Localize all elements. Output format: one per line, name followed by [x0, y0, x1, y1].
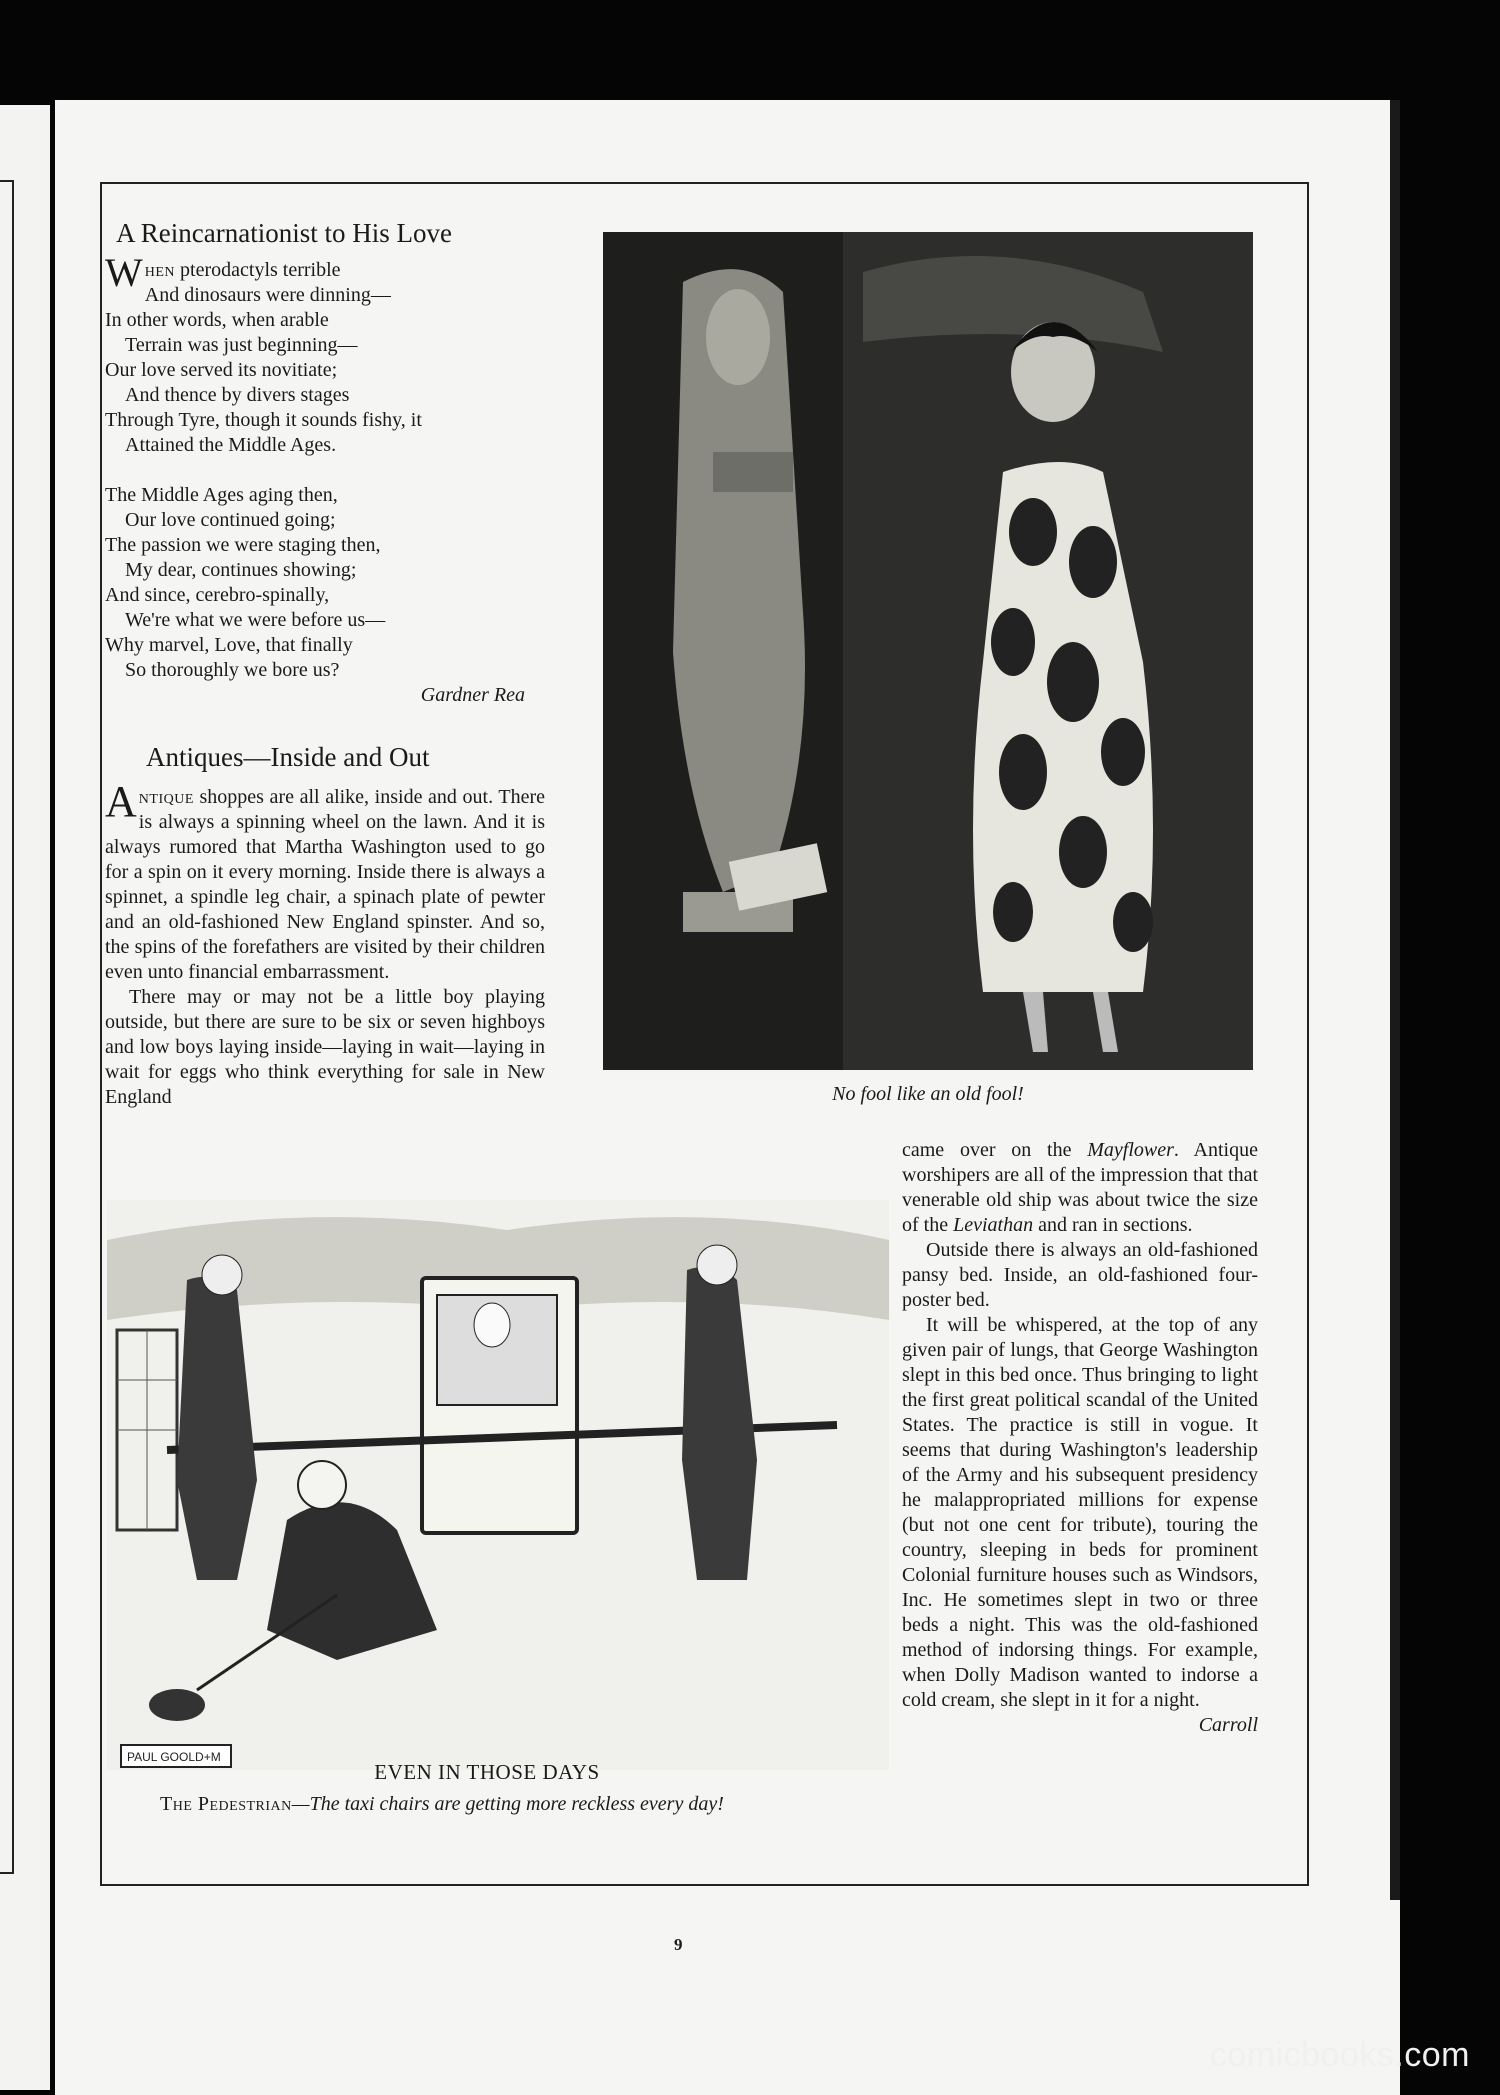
article-title: Antiques—Inside and Out [146, 742, 430, 772]
photo-mummy-and-woman [603, 232, 1253, 1070]
poem-line: Through Tyre, though it sounds fishy, it [105, 409, 422, 431]
poem-body [105, 250, 525, 708]
cartoon-title: EVEN IN THOSE DAYS [374, 1760, 600, 1784]
ship-name-mayflower: Mayflower [1087, 1139, 1174, 1161]
article-paragraph-2: There may or may not be a little boy playing outside, but there are sure to be six or seven highboys and low boys laying inside—laying in wait—laying in wait for eggs who think everything for sale in New England [105, 986, 545, 1108]
cartoon-sedan-chair [107, 1200, 889, 1770]
poem-line: Our love continued going; [125, 509, 336, 531]
article-column-left [105, 777, 545, 1110]
poem-line: Attained the Middle Ages. [125, 434, 337, 456]
cartoon-caption [160, 1792, 820, 1817]
article-right-paragraph-3 [902, 1313, 1258, 1736]
poem-first-rest: pterodactyls terrible [175, 259, 341, 281]
poem-title: A Reincarnationist to His Love [116, 218, 452, 248]
article-right-p1-b: . Antique worshipers are all of the impression that that venerable old ship was about twice the size of the [902, 1139, 1259, 1236]
poem-first-caps: hen [144, 259, 176, 281]
poem-line: Our love served its novitiate; [105, 359, 338, 381]
poem-line: The passion we were staging then, [105, 534, 381, 556]
poem-line: And dinosaurs were dinning— [144, 284, 391, 306]
page-spine-shadow [1390, 100, 1400, 1900]
article-right-paragraph-2: Outside there is always an old-fashioned pansy bed. Inside, an old-fashioned four-poster bed. [902, 1239, 1258, 1311]
cartoon-speaker: The Pedestrian [160, 1793, 292, 1815]
poem-line: And since, cerebro-spinally, [105, 584, 330, 606]
cartoon-quote: —The taxi chairs are getting more reckless every day! [291, 1793, 724, 1815]
article-column-right [902, 1138, 1258, 1738]
poem-line: Terrain was just beginning— [125, 334, 358, 356]
article-dropcap: A [105, 777, 137, 826]
poem-line: The Middle Ages aging then, [105, 484, 338, 506]
poem-line: My dear, continues showing; [125, 559, 357, 581]
poem-line: We're what we were before us— [125, 609, 386, 631]
site-watermark: comicbooks.com [1209, 2036, 1470, 2074]
facing-page-frame [0, 180, 14, 1874]
poem-line: And thence by divers stages [125, 384, 350, 406]
article-right-p1-a: came over on the [902, 1139, 1088, 1161]
article-right-p1-c: and ran in sections. [1033, 1214, 1193, 1236]
article-author: Carroll [1198, 1714, 1258, 1736]
poem-author: Gardner Rea [420, 684, 525, 706]
poem-dropcap: W [105, 250, 143, 295]
poem-line: Why marvel, Love, that finally [105, 634, 353, 656]
poem-line: In other words, when arable [105, 309, 329, 331]
article-paragraph-1 [105, 777, 545, 985]
photo-caption: No fool like an old fool! [832, 1083, 1024, 1105]
article-right-paragraph-1 [902, 1138, 1258, 1238]
ship-name-leviathan: Leviathan [953, 1214, 1034, 1236]
photo-illustration [603, 232, 1253, 1070]
article-right-p3-text: It will be whispered, at the top of any given pair of lungs, that George Washington slept in this bed once. Thus bringing to light the first great political scandal of the United States. The practice is still in vogue. It seems that during Washington's leadership of the Army and his subsequent presidency he malappropriated millions for expense (but not one cent for tribute), touring the country, sleeping in beds for prominent Colonial furniture houses such as Windsors, Inc. He sometimes slept in two or three beds a night. This was the old-fashioned method of indorsing things. For example, when Dolly Madison wanted to indorse a cold cream, she slept in it for a night. [902, 1314, 1258, 1711]
cartoon-signature: PAUL GOOLD+M [127, 1750, 221, 1764]
article-p1-rest: shoppes are all alike, inside and out. There is always a spinning wheel on the lawn. And it is always rumored that Martha Washington used to go for a spin on it every morning. Inside there is always a spinnet, a spindle leg chair, a spinach plate of pewter and an old-fashioned New England spinster. And so, the spins of the forefathers are visited by their children even unto financial embarrassment. [105, 786, 545, 983]
page-number: 9 [674, 1935, 683, 1954]
article-first-caps: ntique [138, 786, 194, 808]
poem-stanza-1 [105, 283, 525, 458]
poem-stanza-2 [105, 483, 525, 683]
cartoon-illustration [107, 1200, 889, 1770]
poem-line: So thoroughly we bore us? [125, 659, 340, 681]
